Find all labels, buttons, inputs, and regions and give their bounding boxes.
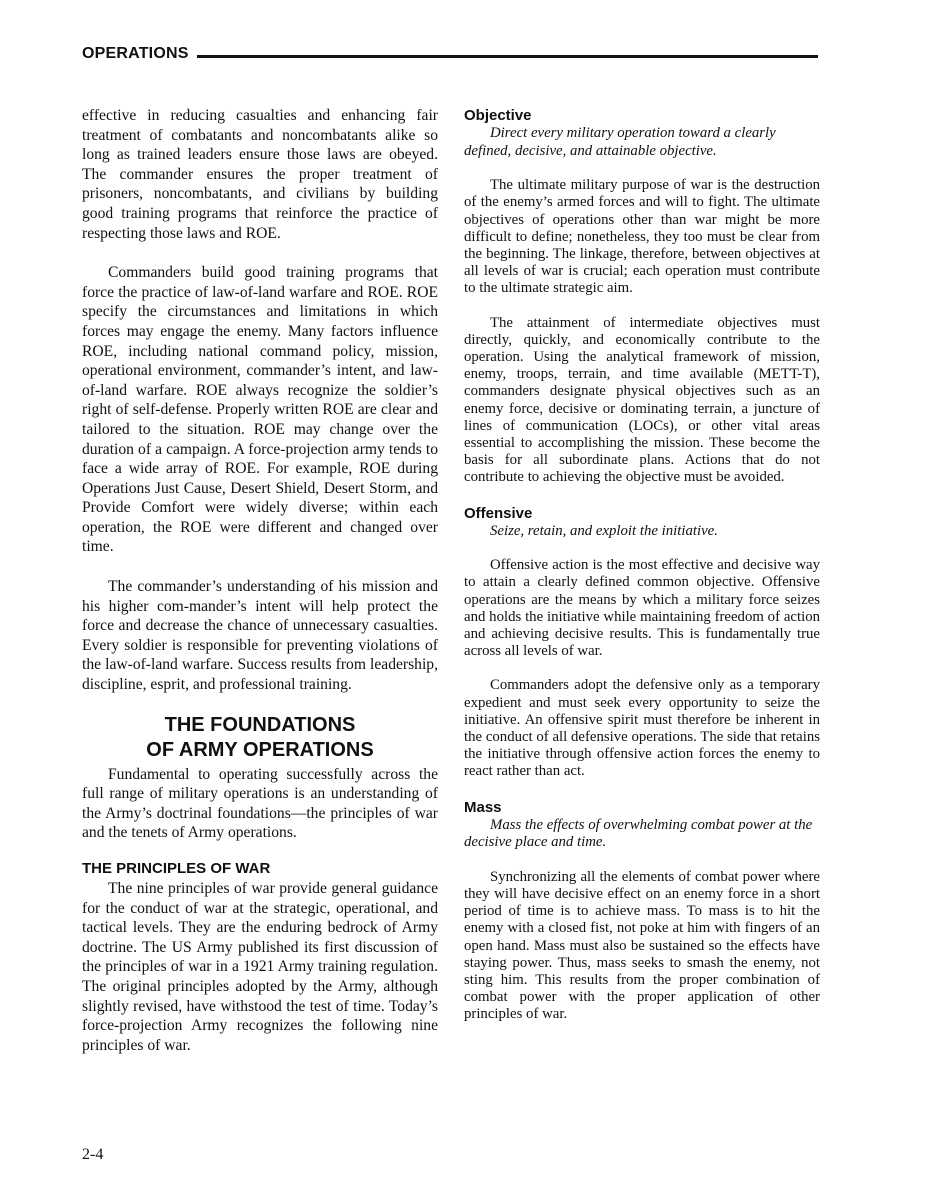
offensive-paragraph-2: Commanders adopt the defensive only as a temporary expedient and must seek every opportunity to seize the initiative. An offensive spirit must therefore be inherent in the conduct of all defensive operations. The side that retains the initiative through offensive action forces the enemy to react rather than act. <box>464 677 820 780</box>
objective-heading: Objective <box>464 107 532 124</box>
left-paragraph-5: The nine principles of war provide general guidance for the conduct of war at the strategic, operational, and tactical levels. They are the enduring bedrock of Army doctrine. The US Army published its first discussion of the principles of war in a 1921 Army training regulation. The original principles adopted by the Army, although slightly revised, have withstood the test of time. Today’s force-projection Army recognizes the following nine principles of war. <box>82 880 438 1054</box>
header-rule <box>197 55 818 58</box>
right-column <box>464 106 820 1024</box>
section-heading <box>82 713 438 763</box>
subsection-heading: THE PRINCIPLES OF WAR <box>82 860 271 877</box>
left-column <box>82 106 438 1055</box>
running-header <box>82 42 818 66</box>
section-heading-line-1: THE FOUNDATIONS <box>164 713 356 736</box>
left-paragraph-4: Fundamental to operating successfully across the full range of military operations is an understanding of the Army’s doctrinal foundations—the principles of war and the tenets of Army operations. <box>82 765 438 842</box>
header-title: OPERATIONS <box>82 45 189 62</box>
offensive-motto: Seize, retain, and exploit the initiative. <box>490 522 718 539</box>
objective-motto: Direct every military operation toward a clearly defined, decisive, and attainable objective. <box>464 125 776 159</box>
page-number: 2-4 <box>82 1146 104 1163</box>
left-paragraph-3: The commander’s understanding of his mission and his higher com-mander’s intent will help protect the force and decrease the chance of unnecessary casualties. Every soldier is responsible for preventing violations of the law-of-land warfare. Success results from leadership, discipline, esprit, and professional training. <box>82 578 438 694</box>
offensive-heading: Offensive <box>464 504 533 522</box>
mass-paragraph-1: Synchronizing all the elements of combat power where they will have decisive effect on an enemy force in a short period of time is to achieve mass. To mass is to hit the enemy with a closed fist, not poke at him with fingers of an open hand. Mass must also be sustained so the effects have staying power. Thus, mass seeks to smash the enemy, not sting him. This results from the proper combination of combat power with the proper application of other principles of war. <box>464 868 820 1023</box>
section-heading-line-2: OF ARMY OPERATIONS <box>146 738 374 761</box>
mass-motto: Mass the effects of overwhelming combat power at the decisive place and time. <box>464 816 813 851</box>
offensive-paragraph-1: Offensive action is the most effective and decisive way to attain a clearly defined common objective. Offensive operations are the means by which a military force seizes and holds the initiative while maintaining freedom of action and achieving decisive results. This is fundamentally true across all levels of war. <box>464 557 820 660</box>
objective-paragraph-2: The attainment of intermediate objectives must directly, quickly, and economically contribute to the operation. Using the analytical framework of mission, enemy, troops, terrain, and time available (METT-T), commanders designate physical objectives such as an enemy force, decisive or dominating terrain, a juncture of lines of communication (LOCs), or other vital areas essential to accomplishing the mission. These become the basis for all subordinate plans. Actions that do not contribute to achieving the objective must be avoided. <box>464 314 820 486</box>
objective-paragraph-1: The ultimate military purpose of war is the destruction of the enemy’s armed forces and will to fight. The ultimate objectives of operations other than war might be more difficult to define; nonetheless, they too must be clear from the beginning. The linkage, therefore, between objectives at all levels of war is crucial; each operation must contribute to the ultimate strategic aim. <box>464 177 820 297</box>
mass-heading: Mass <box>464 798 502 816</box>
left-paragraph-2: Commanders build good training programs that force the practice of law-of-land warfare and ROE. ROE specify the circumstances and limitations in which forces may engage the enemy. Many factors influence ROE, including national command policy, mission, operational environment, commander’s intent, and law-of-land warfare. ROE always recognize the soldier’s right of self-defense. Properly written ROE are clear and tailored to the situation. ROE may change over the duration of a campaign. A force-projection army tends to face a wide array of ROE. For example, ROE during Operations Just Cause, Desert Shield, Desert Storm, and Provide Comfort were widely diverse; within each operation, the ROE were different and changed over time. <box>82 264 438 556</box>
left-paragraph-1: effective in reducing casualties and enhancing fair treatment of combatants and noncombatants alike so long as trained leaders ensure those laws are obeyed. The commander ensures the proper treatment of prisoners, noncombatants, and civilians by building good training programs that reinforce the practice of respecting those laws and ROE. <box>82 107 438 242</box>
